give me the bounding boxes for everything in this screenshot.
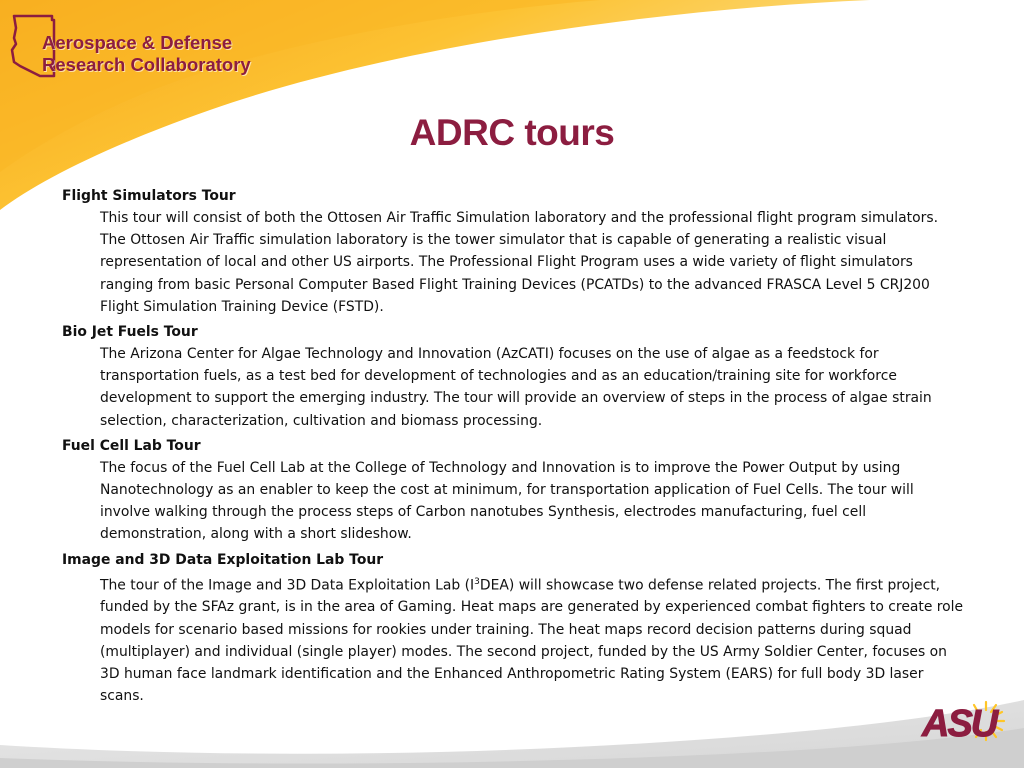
section-heading: Bio Jet Fuels Tour [62,324,198,341]
body-superscript: 3 [474,576,480,587]
asu-logo [920,700,1010,744]
tour-section-flight-simulators [62,185,967,318]
tour-list [62,185,967,710]
body-text-pre: The tour of the Image and 3D Data Exploitation Lab (I [100,577,475,594]
section-body [100,571,967,708]
section-heading: Fuel Cell Lab Tour [62,437,201,454]
tour-section-bio-jet-fuels [62,321,967,432]
adrc-logo [8,10,270,86]
logo-line-2: Research Collaboratory [42,54,251,75]
tour-section-fuel-cell-lab [62,435,967,546]
section-body: The focus of the Fuel Cell Lab at the College of Technology and Innovation is to improve the Power Output by using Nanotechnology as an enabler to keep the cost at minimum, for transportation application of Fuel Cells. The tour will involve walking through the process steps of Carbon nanotubes Synthesis, electrodes manufacturing, fuel cell demonstration, along with a short slideshow. [100,459,914,543]
asu-logo-text: ASU [922,703,997,744]
section-body: The Arizona Center for Algae Technology and Innovation (AzCATI) focuses on the use of algae as a feedstock for transportation fuels, as a test bed for development of technologies and as an education/training site for workforce development to support the emerging industry. The tour will provide an overview of steps in the process of algae strain selection, characterization, cultivation and biomass processing. [100,346,932,429]
logo-text [42,32,251,76]
page-title: ADRC tours [409,112,615,153]
logo-line-1: Aerospace & Defense [42,32,233,53]
tour-section-image-3d-lab [62,549,967,708]
body-text-post: DEA) will showcase two defense related projects. The first project, funded by the SFAz grant, is in the area of Gaming. Heat maps are generated by experienced combat fighters to create role models for scenario based missions for rookies under training. The heat maps record decision patterns during squad (multiplayer) and individual (single player) modes. The second project, funded by the US Army Soldier Center, focuses on 3D human face landmark identification and the Enhanced Anthropometric Rating System (EARS) for full body 3D laser scans. [100,577,964,705]
section-heading: Image and 3D Data Exploitation Lab Tour [62,551,384,568]
section-heading: Flight Simulators Tour [62,188,236,204]
section-body: This tour will consist of both the Ottosen Air Traffic Simulation laboratory and the professional flight program simulators. The Ottosen Air Traffic simulation laboratory is the tower simulator that is capable of generating a realistic visual representation of local and other US airports. The Professional Flight Program uses a wide variety of flight simulators ranging from basic Personal Computer Based Flight Training Devices (PCATDs) to the advanced FRASCA Level 5 CRJ200 Flight Simulation Training Device (FSTD). [100,210,938,315]
